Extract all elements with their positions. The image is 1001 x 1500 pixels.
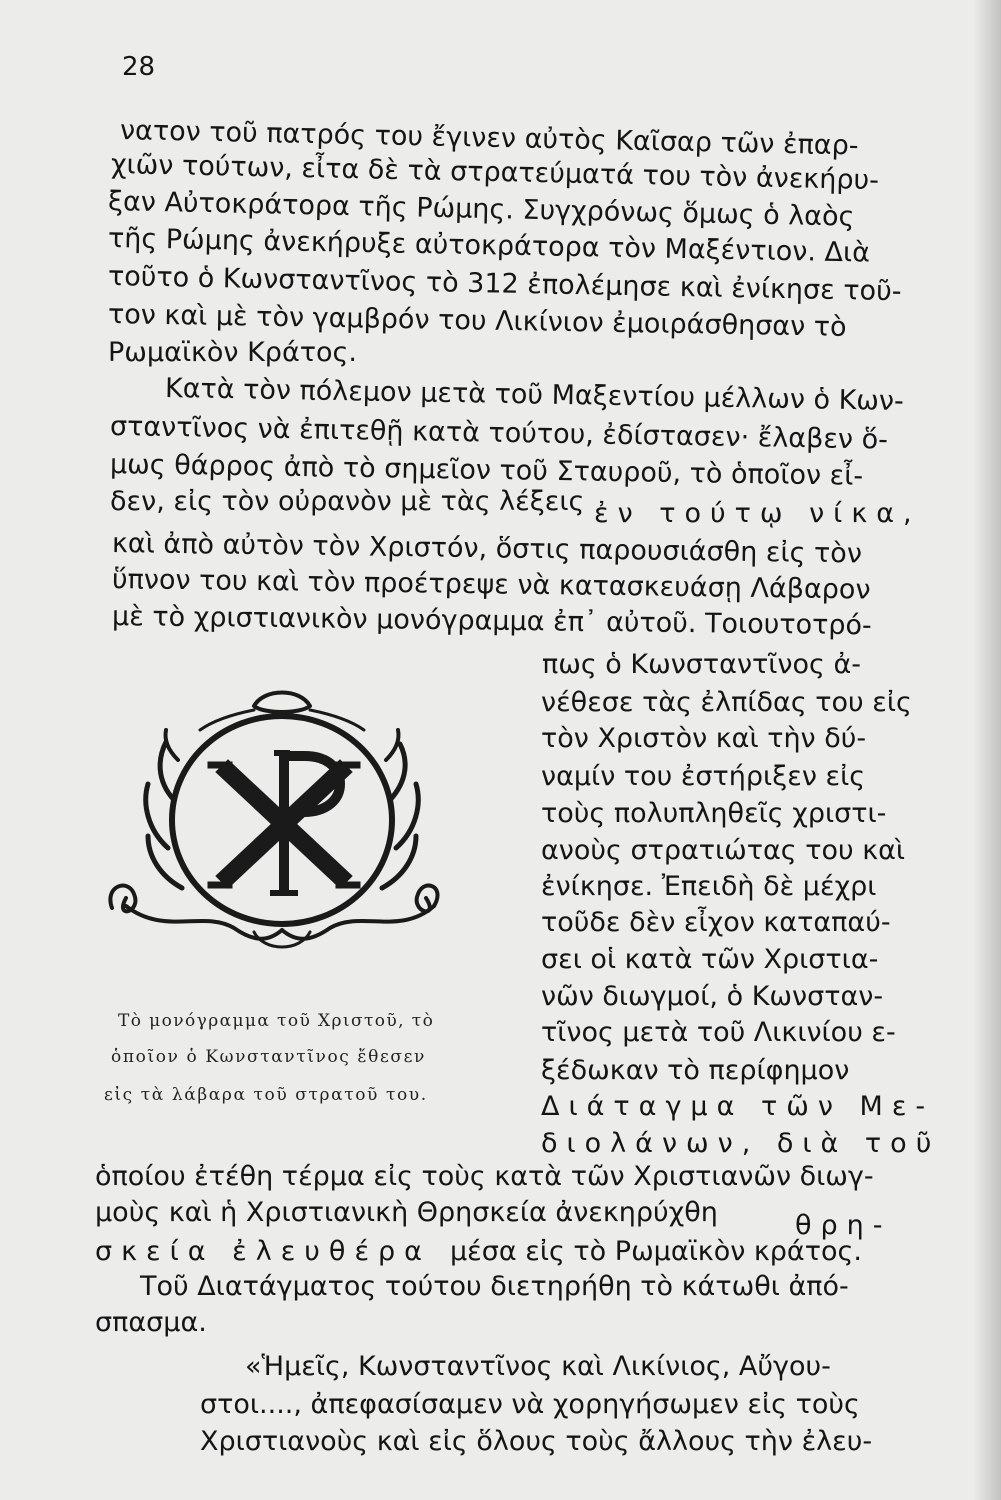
- text-line-spaced: Διάταγμα τῶν Με-: [541, 1091, 935, 1122]
- text-line: μὲ τὸ χριστιανικὸν μονόγραμμα ἐπ᾿ αὐτοῦ. Τοιουτοτρό-: [111, 601, 872, 642]
- text-line: νῶν διωγμοί, ὁ Κωνσταν-: [541, 981, 884, 1012]
- text-line: μοὺς καὶ ἡ Χριστιανικὴ Θρησκεία ἀνεκηρύχθη: [95, 1197, 718, 1228]
- text-line: ἐνίκησε. Ἐπειδὴ δὲ μέχρι: [541, 871, 877, 902]
- page-edge-shadow: [973, 0, 1001, 1500]
- text-line: νατον τοῦ πατρός του ἔγινεν αὐτὸς Καῖσαρ τῶν ἐπαρ-: [119, 115, 859, 162]
- figure-caption-line: Τὸ μονόγραμμα τοῦ Χριστοῦ, τὸ: [118, 1011, 435, 1031]
- text-line: ξαν Αὐτοκράτορα τῆς Ρώμης. Συγχρόνως ὅμως ὁ λαὸς: [107, 186, 855, 233]
- text-line: «Ἡμεῖς, Κωνσταντῖνος καὶ Λικίνιος, Αὔγου-: [245, 1351, 831, 1382]
- text-line: ξέδωκαν τὸ περίφημον: [541, 1055, 850, 1086]
- text-line-spaced: ἐν τούτῳ νίκα,: [594, 498, 921, 529]
- text-line: σει οἱ κατὰ τῶν Χριστια-: [541, 944, 879, 975]
- text-line: πως ὁ Κωνσταντῖνος ἀ-: [542, 649, 862, 680]
- text-line: τὸν Χριστὸν καὶ τὴν δύ-: [541, 723, 867, 754]
- text-line: τοῦτο ὁ Κωνσταντῖνος τὸ 312 ἐπολέμησε καὶ ἐνίκησε τοῦ-: [107, 261, 902, 308]
- text-line: τοῦδε δὲν εἶχον καταπαύ-: [541, 907, 891, 938]
- figure-caption-line: εἰς τὰ λάβαρα τοῦ στρατοῦ του.: [104, 1085, 428, 1105]
- text-line: ανοὺς στρατιώτας του καὶ: [541, 835, 906, 866]
- text-line: ὁποίου ἐτέθη τέρμα εἰς τοὺς κατὰ τῶν Χριστιανῶν διωγ-: [95, 1161, 874, 1192]
- text-line: τοὺς πολυπληθεῖς χριστι-: [541, 798, 887, 829]
- text-line: σπασμα.: [95, 1307, 207, 1338]
- text-line-spaced: θρη-: [795, 1210, 892, 1241]
- text-line-spaced: σκεία ἐλευθέρα: [95, 1236, 431, 1267]
- page-number: 28: [122, 52, 156, 82]
- text-line: ὕπνον του καὶ τὸν προέτρεψε νὰ κατασκευάσῃ Λάβαρον: [111, 564, 871, 606]
- text-line: Κατὰ τὸν πόλεμον μετὰ τοῦ Μαξεντίου μέλλων ὁ Κων-: [164, 373, 905, 417]
- text-line: μέσα εἰς τὸ Ρωμαϊκὸν κράτος.: [450, 1236, 862, 1267]
- text-line: δεν, εἰς τὸν οὐρανὸν μὲ τὰς λέξεις: [110, 486, 585, 517]
- text-line: χιῶν τούτων, εἶτα δὲ τὰ στρατεύματά του τὸν ἀνεκήρυ-: [110, 149, 880, 197]
- text-line: μως θάρρος ἀπὸ τὸ σημεῖον τοῦ Σταυροῦ, τὸ ὁποῖον εἶ-: [109, 449, 864, 492]
- text-line: Τοῦ Διατάγματος τούτου διετηρήθη τὸ κάτωθι ἀπό-: [140, 1271, 849, 1302]
- text-line: νέθεσε τὰς ἐλπίδας του εἰς: [541, 687, 912, 718]
- text-line: στοι...., ἀπεφασίσαμεν νὰ χορηγήσωμεν εἰς τοὺς: [200, 1389, 860, 1420]
- text-line: τον καὶ μὲ τὸν γαμβρόν του Λικίνιον ἐμοιράσθησαν τὸ: [107, 299, 847, 343]
- chi-rho-wreath-icon: [104, 680, 444, 980]
- text-line: Χριστιανοὺς καὶ εἰς ὅλους τοὺς ἄλλους τὴν ἐλευ-: [200, 1426, 873, 1457]
- figure-caption-line: ὁποῖον ὁ Κωνσταντῖνος ἔθεσεν: [111, 1047, 426, 1067]
- text-line: σταντῖνος νὰ ἐπιτεθῇ κατὰ τούτου, ἐδίστασεν· ἔλαβεν ὅ-: [109, 411, 889, 456]
- text-line: ναμίν του ἐστήριξεν εἰς: [541, 761, 866, 792]
- text-line: καὶ ἀπὸ αὐτὸν τὸν Χριστόν, ὅστις παρουσιάσθη εἰς τὸν: [111, 528, 863, 570]
- text-line: Ρωμαϊκὸν Κράτος.: [108, 337, 357, 368]
- text-line: τῆς Ρώμης ἀνεκήρυξε αὐτοκράτορα τὸν Μαξέντιον. Διὰ: [107, 223, 871, 269]
- text-line: τῖνος μετὰ τοῦ Λικινίου ε-: [541, 1017, 896, 1048]
- text-line-spaced: διολάνων, διὰ τοῦ: [541, 1128, 941, 1159]
